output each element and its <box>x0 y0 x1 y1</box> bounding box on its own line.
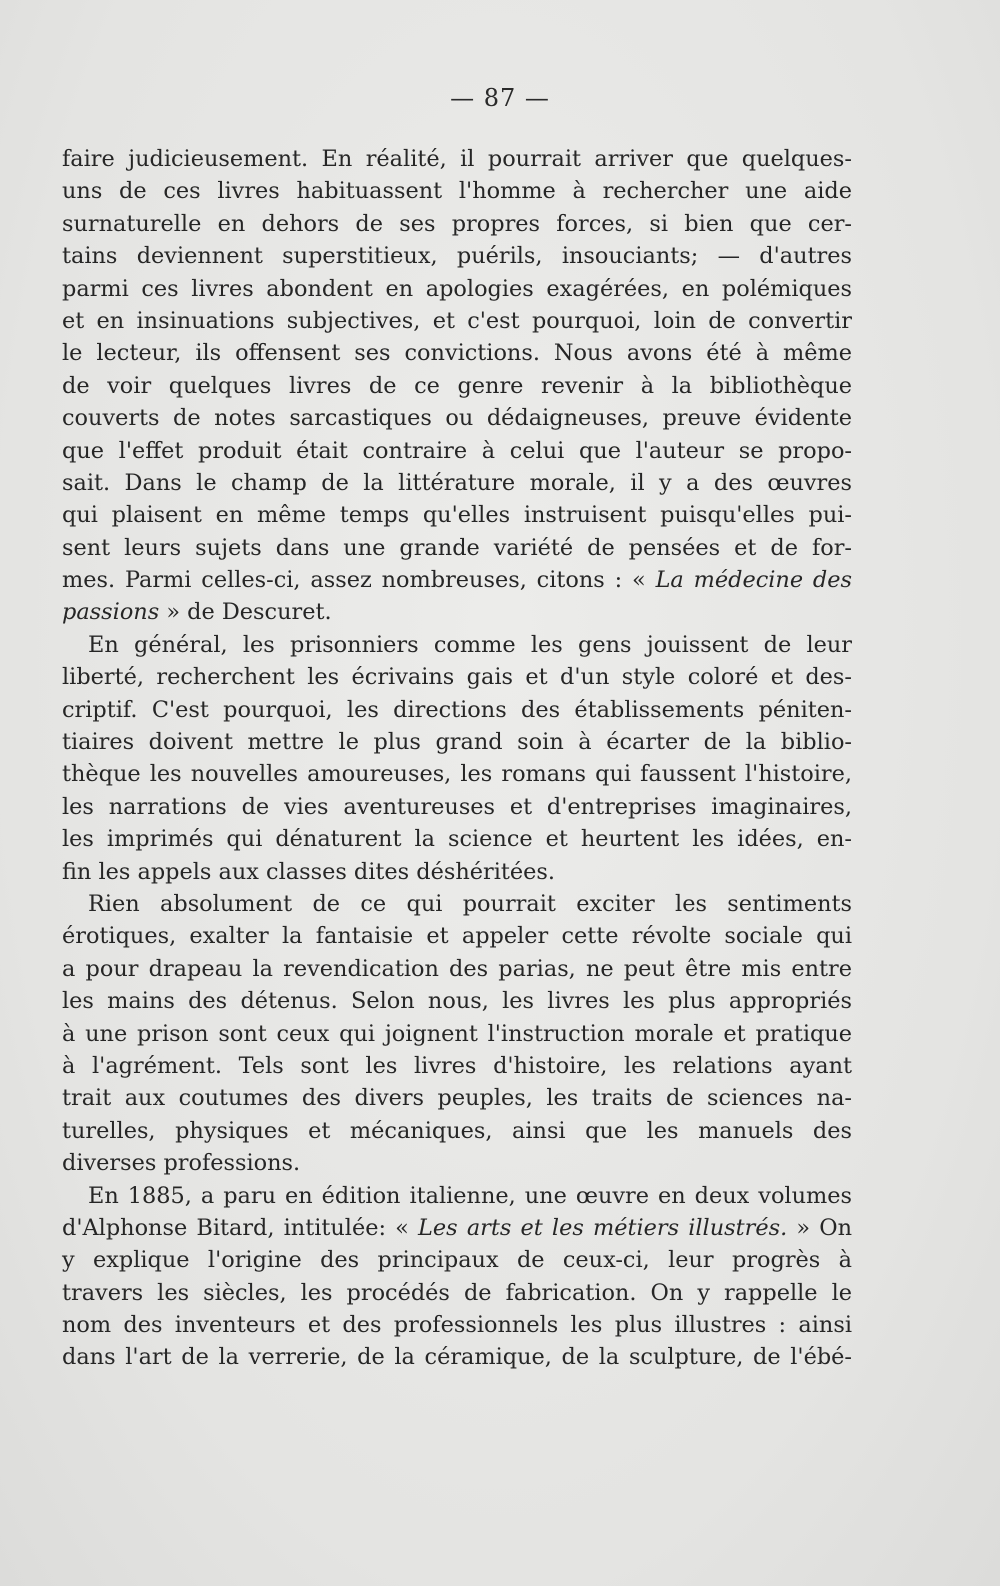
text-segment: » de Descuret. <box>159 599 332 626</box>
paragraph-3 <box>62 888 852 1180</box>
book-title-italic: Les arts et les métiers illustrés. <box>418 1214 788 1241</box>
text-line: tiaires doivent mettre le plus grand soin à écarter de la biblio- <box>62 729 852 756</box>
text-line: travers les siècles, les procédés de fabrication. On y rappelle le <box>62 1279 852 1306</box>
text-line: uns de ces livres habituassent l'homme à rechercher une aide <box>62 178 852 205</box>
text-line: turelles, physiques et mécaniques, ainsi que les manuels des <box>62 1117 852 1144</box>
text-line: les mains des détenus. Selon nous, les livres les plus appropriés <box>62 988 852 1015</box>
text-segment: mes. Parmi celles-ci, assez nombreuses, citons : « <box>62 567 646 594</box>
text-line: sait. Dans le champ de la littérature morale, il y a des œuvres <box>62 469 852 496</box>
text-line: et en insinuations subjectives, et c'est pourquoi, loin de convertir <box>62 307 852 334</box>
page-number: — 87 — <box>450 84 550 112</box>
text-line: à une prison sont ceux qui joignent l'instruction morale et pratique <box>62 1020 852 1047</box>
text-line: qui plaisent en même temps qu'elles instruisent puisqu'elles pui- <box>62 502 852 529</box>
text-line <box>62 564 852 596</box>
text-line: y explique l'origine des principaux de ceux-ci, leur progrès à <box>62 1247 852 1274</box>
text-line <box>62 1212 852 1244</box>
book-title-italic: passions <box>62 599 160 626</box>
text-line: nom des inventeurs et des professionnels les plus illustres : ainsi <box>62 1312 852 1339</box>
text-segment: d'Alphonse Bitard, intitulée: « <box>62 1214 409 1241</box>
text-line: thèque les nouvelles amoureuses, les romans qui faussent l'histoire, <box>62 761 852 788</box>
text-line: les imprimés qui dénaturent la science et heurtent les idées, en- <box>62 826 852 853</box>
text-line <box>62 596 852 628</box>
text-line: de voir quelques livres de ce genre revenir à la bibliothèque <box>62 372 852 399</box>
text-line: diverses professions. <box>62 1150 301 1177</box>
text-line: parmi ces livres abondent en apologies exagérées, en polémiques <box>62 275 852 302</box>
book-title-italic: La médecine des <box>655 567 852 594</box>
text-line: fin les appels aux classes dites déshéritées. <box>62 858 555 885</box>
text-line: sent leurs sujets dans une grande variété de pensées et de for- <box>62 534 852 561</box>
text-line: tains deviennent superstitieux, puérils, insouciants; — d'autres <box>62 243 852 270</box>
text-line: Rien absolument de ce qui pourrait exciter les sentiments <box>88 890 852 917</box>
paragraph-1 <box>62 143 852 629</box>
text-line: En général, les prisonniers comme les gens jouissent de leur <box>88 631 852 658</box>
text-line: liberté, recherchent les écrivains gais et d'un style coloré et des- <box>62 664 852 691</box>
text-line: faire judicieusement. En réalité, il pourrait arriver que quelques- <box>62 146 852 172</box>
text-segment: » On <box>787 1214 852 1241</box>
text-line: surnaturelle en dehors de ses propres forces, si bien que cer- <box>62 210 852 237</box>
text-line: trait aux coutumes des divers peuples, les traits de sciences na- <box>62 1085 852 1112</box>
text-line: le lecteur, ils offensent ses convictions. Nous avons été à même <box>62 340 852 367</box>
text-line: couverts de notes sarcastiques ou dédaigneuses, preuve évidente <box>62 405 852 432</box>
text-line: criptif. C'est pourquoi, les directions des établissements péniten- <box>62 696 852 723</box>
text-line: érotiques, exalter la fantaisie et appeler cette révolte sociale qui <box>62 923 852 950</box>
text-line: que l'effet produit était contraire à celui que l'auteur se propo- <box>62 437 852 464</box>
paragraph-4 <box>62 1180 852 1374</box>
paragraph-2 <box>62 629 852 888</box>
text-line: les narrations de vies aventureuses et d'entreprises imaginaires, <box>62 793 852 820</box>
text-line: à l'agrément. Tels sont les livres d'histoire, les relations ayant <box>62 1052 852 1079</box>
text-line: dans l'art de la verrerie, de la céramique, de la sculpture, de l'ébé- <box>62 1344 852 1371</box>
body-text <box>62 143 852 1374</box>
text-line: a pour drapeau la revendication des parias, ne peut être mis entre <box>62 955 852 982</box>
text-line: En 1885, a paru en édition italienne, une œuvre en deux volumes <box>88 1182 852 1209</box>
